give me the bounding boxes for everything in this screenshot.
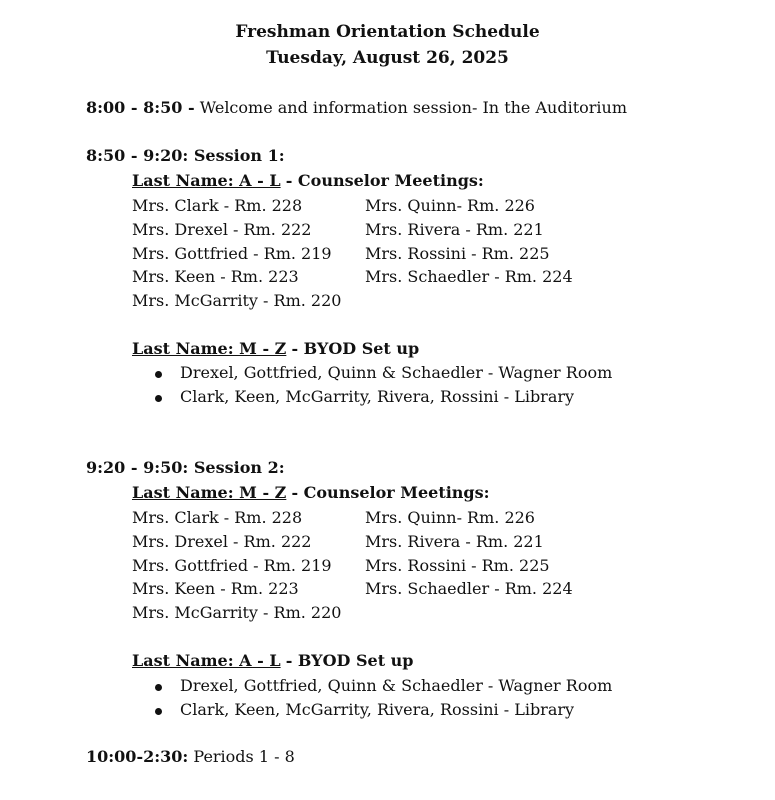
session2-byod-label: - BYOD Set up xyxy=(285,651,414,670)
welcome-text: Welcome and information session- In the Auditorium xyxy=(199,98,627,117)
periods-text: Periods 1 - 8 xyxy=(193,747,295,766)
room-entry: Mrs. Schaedler - Rm. 224 xyxy=(365,267,573,286)
room-entry: Mrs. McGarrity - Rm. 220 xyxy=(132,291,342,310)
room-entry: Mrs. Gottfried - Rm. 219 xyxy=(132,556,332,575)
bullet-icon xyxy=(155,677,162,696)
session2-byod-group: Last Name: A - L xyxy=(132,651,281,670)
session1-counselor-heading xyxy=(132,171,484,190)
welcome-line xyxy=(86,98,627,117)
session1-byod-label: - BYOD Set up xyxy=(291,339,420,358)
session1-heading: 8:50 - 9:20: Session 1: xyxy=(86,146,285,165)
byod-item: Drexel, Gottfried, Quinn & Schaedler - Wagner Room xyxy=(180,363,613,382)
session1-counselor-label: - Counselor Meetings: xyxy=(285,171,484,190)
room-entry: Mrs. Quinn- Rm. 226 xyxy=(365,196,535,215)
bullet-icon xyxy=(155,701,162,720)
byod-item: Clark, Keen, McGarrity, Rivera, Rossini - Library xyxy=(180,387,575,406)
session2-counselor-heading xyxy=(132,483,490,502)
room-entry: Mrs. Rivera - Rm. 221 xyxy=(365,220,544,239)
periods-line xyxy=(86,747,295,766)
room-entry: Mrs. Rossini - Rm. 225 xyxy=(365,556,550,575)
periods-time: 10:00-2:30: xyxy=(86,747,189,766)
session2-byod-heading xyxy=(132,651,413,670)
session2-counselor-label: - Counselor Meetings: xyxy=(291,483,490,502)
room-entry: Mrs. Clark - Rm. 228 xyxy=(132,508,303,527)
bullet-icon xyxy=(155,388,162,407)
welcome-time: 8:00 - 8:50 - xyxy=(86,98,195,117)
document-date: Tuesday, August 26, 2025 xyxy=(266,48,509,68)
room-entry: Mrs. Drexel - Rm. 222 xyxy=(132,220,312,239)
room-entry: Mrs. Keen - Rm. 223 xyxy=(132,267,299,286)
room-entry: Mrs. Gottfried - Rm. 219 xyxy=(132,244,332,263)
session1-counselor-group: Last Name: A - L xyxy=(132,171,281,190)
byod-item: Clark, Keen, McGarrity, Rivera, Rossini - Library xyxy=(180,700,575,719)
document-title: Freshman Orientation Schedule xyxy=(235,22,540,42)
bullet-icon xyxy=(155,364,162,383)
room-entry: Mrs. Schaedler - Rm. 224 xyxy=(365,579,573,598)
room-entry: Mrs. Keen - Rm. 223 xyxy=(132,579,299,598)
room-entry: Mrs. McGarrity - Rm. 220 xyxy=(132,603,342,622)
room-entry: Mrs. Drexel - Rm. 222 xyxy=(132,532,312,551)
session1-byod-heading xyxy=(132,339,419,358)
session2-counselor-group: Last Name: M - Z xyxy=(132,483,287,502)
room-entry: Mrs. Quinn- Rm. 226 xyxy=(365,508,535,527)
room-entry: Mrs. Rivera - Rm. 221 xyxy=(365,532,544,551)
byod-item: Drexel, Gottfried, Quinn & Schaedler - Wagner Room xyxy=(180,676,613,695)
room-entry: Mrs. Rossini - Rm. 225 xyxy=(365,244,550,263)
session1-byod-group: Last Name: M - Z xyxy=(132,339,287,358)
session2-heading: 9:20 - 9:50: Session 2: xyxy=(86,458,285,477)
room-entry: Mrs. Clark - Rm. 228 xyxy=(132,196,303,215)
